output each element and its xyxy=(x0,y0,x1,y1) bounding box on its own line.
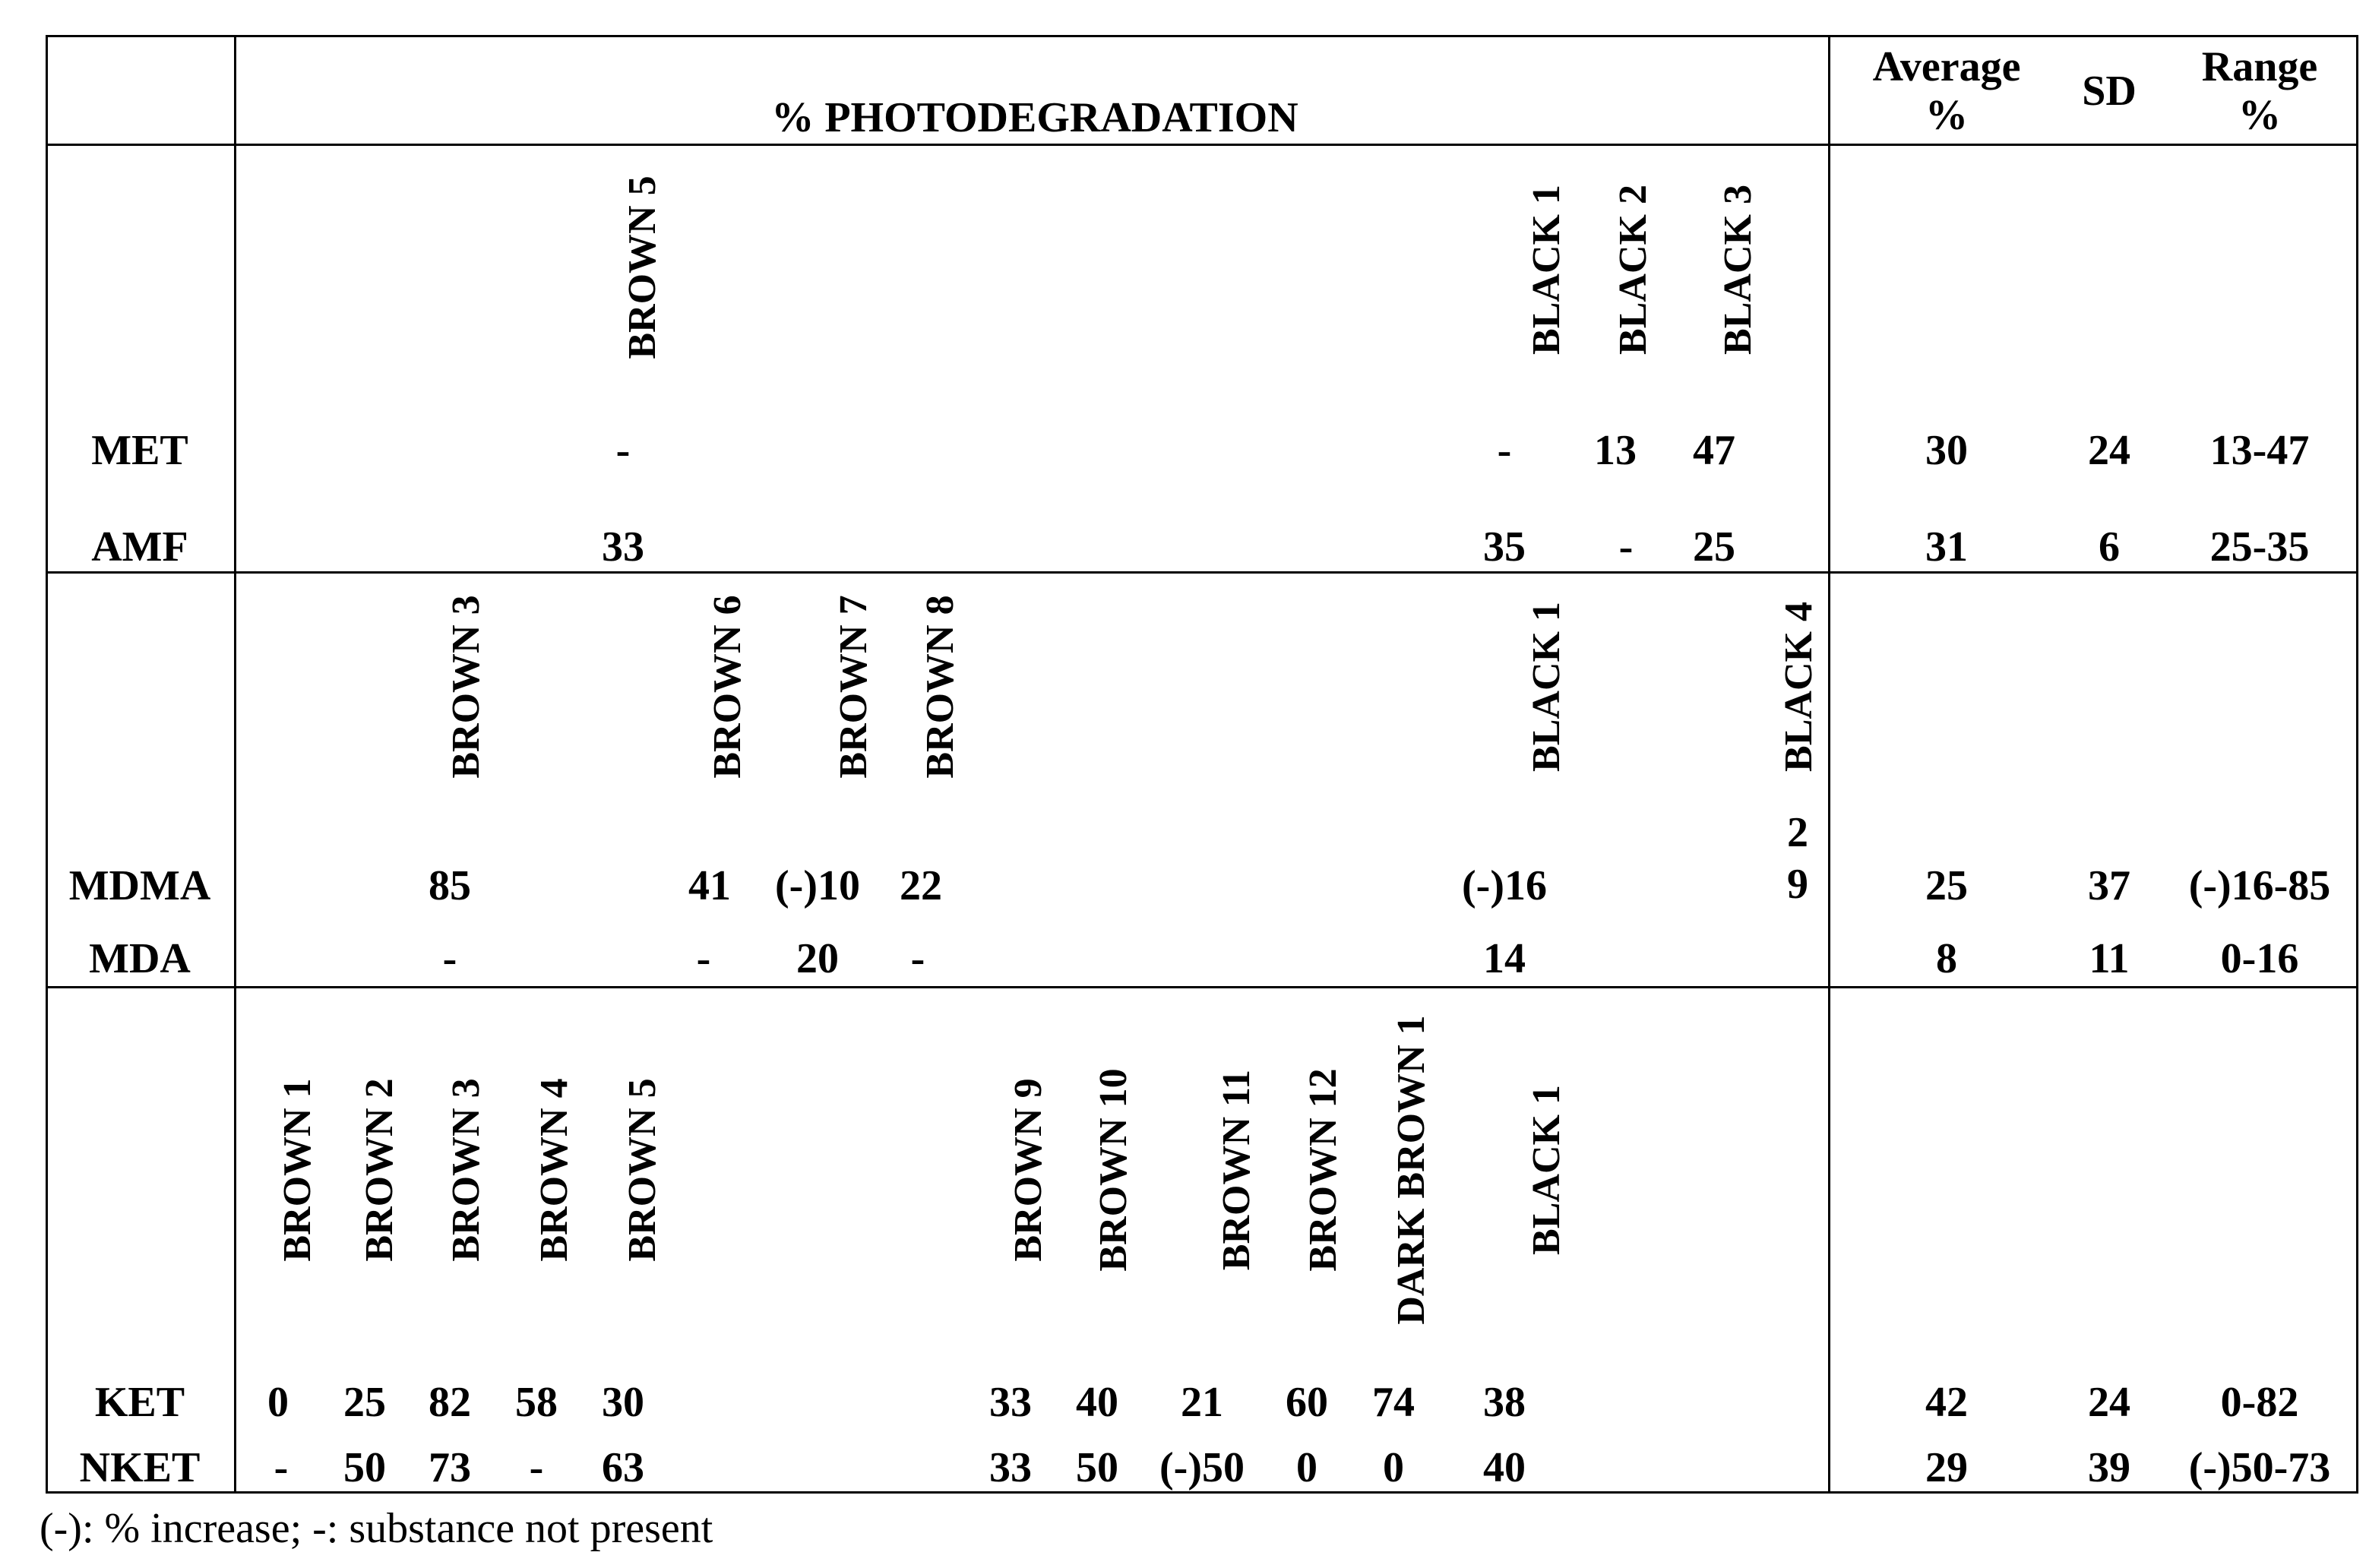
cell: 60 xyxy=(1286,1379,1328,1426)
cell: - xyxy=(696,935,711,982)
cell: 33 xyxy=(989,1444,1032,1491)
cell: 38 xyxy=(1483,1379,1526,1426)
row-label: KET xyxy=(94,1379,185,1426)
row-label: MET xyxy=(91,427,188,474)
average-cell: 42 xyxy=(1925,1379,1968,1426)
range-cell: 0-82 xyxy=(2220,1379,2299,1426)
column-header: BROWN 6 xyxy=(706,595,749,779)
column-header: BLACK 2 xyxy=(1612,185,1655,355)
cell: 41 xyxy=(688,862,731,909)
sd-cell: 6 xyxy=(2099,523,2120,571)
column-header: BROWN 7 xyxy=(832,595,875,779)
column-header: BROWN 3 xyxy=(444,595,488,779)
sd-header: SD xyxy=(2082,68,2137,115)
row-label: MDA xyxy=(89,935,191,982)
cell: 63 xyxy=(602,1444,644,1491)
cell: 47 xyxy=(1693,427,1735,474)
sd-cell: 11 xyxy=(2089,935,2130,982)
column-header: DARK BROWN 1 xyxy=(1390,1015,1433,1325)
cell: 20 xyxy=(796,935,839,982)
cell: 40 xyxy=(1076,1379,1118,1426)
column-header: BROWN 4 xyxy=(533,1078,576,1262)
cell: (-)10 xyxy=(775,862,860,909)
cell: 0 xyxy=(1383,1444,1404,1491)
cell: 33 xyxy=(602,523,644,571)
cell: 13 xyxy=(1594,427,1637,474)
range-cell: 0-16 xyxy=(2220,935,2299,982)
column-header: BLACK 4 xyxy=(1777,602,1820,772)
cell: 50 xyxy=(343,1444,386,1491)
average-cell: 31 xyxy=(1925,523,1968,571)
column-header: BROWN 12 xyxy=(1302,1068,1345,1272)
range-header-line2: % xyxy=(2238,92,2281,139)
cell: 14 xyxy=(1483,935,1526,982)
column-header: BROWN 8 xyxy=(919,595,962,779)
average-header-line1: Average xyxy=(1872,43,2021,90)
column-header: BROWN 3 xyxy=(444,1078,488,1262)
range-cell: (-)16-85 xyxy=(2188,862,2331,909)
cell: 82 xyxy=(429,1379,471,1426)
cell: - xyxy=(442,935,457,982)
cell: - xyxy=(615,427,631,474)
cell: - xyxy=(274,1444,289,1491)
table-title: % PHOTODEGRADATION xyxy=(771,94,1298,141)
average-cell: 29 xyxy=(1925,1444,1968,1491)
range-header-line1: Range xyxy=(2201,43,2318,90)
sd-cell: 39 xyxy=(2088,1444,2130,1491)
cell: - xyxy=(1618,523,1634,571)
row-label: NKET xyxy=(79,1444,201,1491)
column-header: BLACK 1 xyxy=(1525,1085,1568,1255)
cell: 85 xyxy=(429,862,471,909)
column-header: BROWN 1 xyxy=(276,1078,319,1262)
cell: - xyxy=(529,1444,544,1491)
column-header: BLACK 1 xyxy=(1525,602,1568,772)
column-header: BROWN 5 xyxy=(621,1078,664,1262)
row-label: AMF xyxy=(91,523,188,571)
row-label: MDMA xyxy=(68,862,211,909)
average-cell: 25 xyxy=(1925,862,1968,909)
cell: 33 xyxy=(989,1379,1032,1426)
column-header: BROWN 2 xyxy=(358,1078,401,1262)
cell: 2 9 xyxy=(1787,809,1808,908)
cell: (-)16 xyxy=(1462,862,1547,909)
cell: 22 xyxy=(900,862,942,909)
cell: 58 xyxy=(515,1379,558,1426)
range-cell: 13-47 xyxy=(2209,427,2310,474)
cell: 73 xyxy=(429,1444,471,1491)
cell: 0 xyxy=(1296,1444,1317,1491)
cell: (-)50 xyxy=(1159,1444,1245,1491)
sd-cell: 24 xyxy=(2088,1379,2130,1426)
cell: 35 xyxy=(1483,523,1526,571)
cell: 30 xyxy=(602,1379,644,1426)
column-header: BLACK 3 xyxy=(1716,185,1760,355)
sd-cell: 24 xyxy=(2088,427,2130,474)
column-header: BROWN 9 xyxy=(1007,1078,1050,1262)
average-cell: 30 xyxy=(1925,427,1968,474)
column-header: BROWN 5 xyxy=(621,175,664,359)
range-cell: 25-35 xyxy=(2209,523,2310,571)
cell: 50 xyxy=(1076,1444,1118,1491)
cell: 74 xyxy=(1372,1379,1415,1426)
footnote: (-): % increase; -: substance not present xyxy=(40,1505,713,1552)
cell: 25 xyxy=(343,1379,386,1426)
column-header: BLACK 1 xyxy=(1525,185,1568,355)
sd-cell: 37 xyxy=(2088,862,2130,909)
average-header-line2: % xyxy=(1925,92,1968,139)
cell: - xyxy=(1497,427,1512,474)
cell: - xyxy=(910,935,925,982)
cell: 25 xyxy=(1693,523,1735,571)
cell: 0 xyxy=(267,1379,289,1426)
cell: 40 xyxy=(1483,1444,1526,1491)
average-cell: 8 xyxy=(1936,935,1957,982)
column-header: BROWN 10 xyxy=(1092,1068,1135,1272)
column-header: BROWN 11 xyxy=(1215,1069,1258,1271)
cell: 21 xyxy=(1181,1379,1223,1426)
range-cell: (-)50-73 xyxy=(2188,1444,2331,1491)
